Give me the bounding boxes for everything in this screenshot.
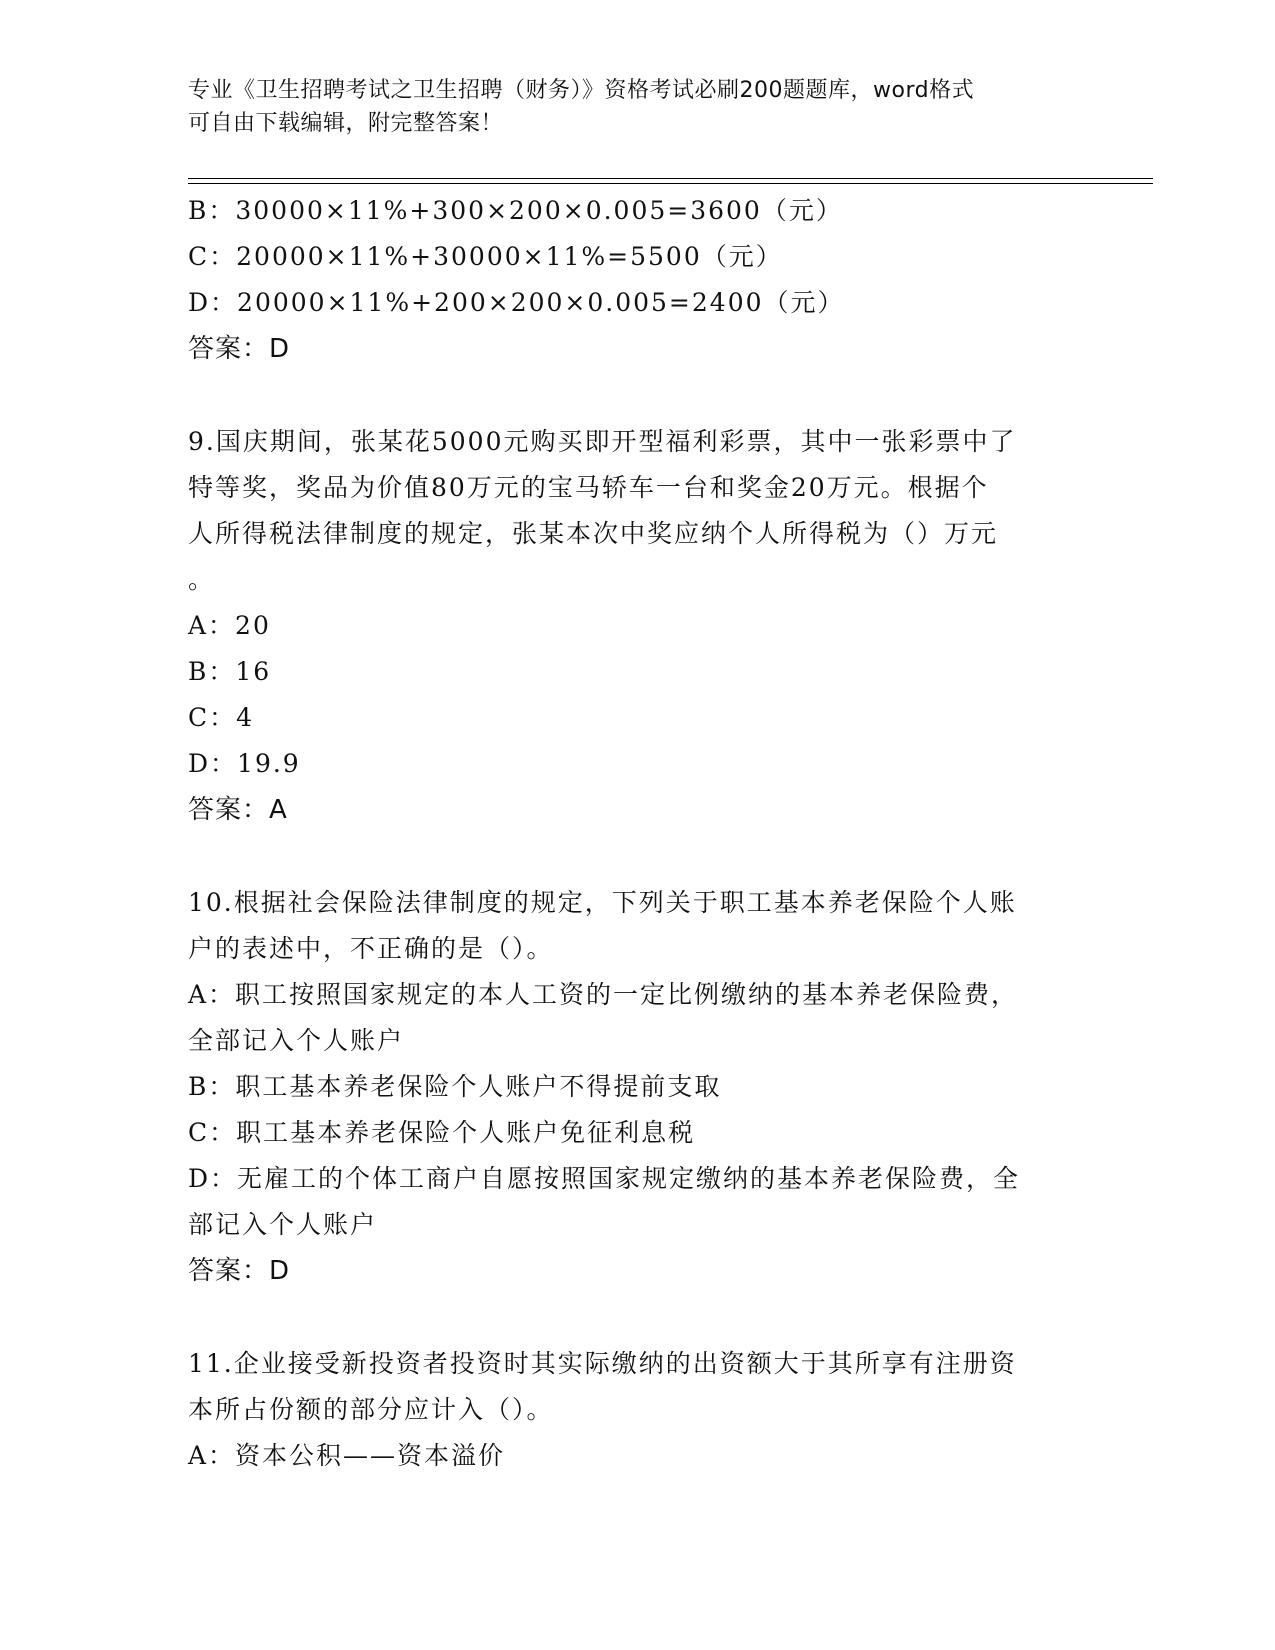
question-stem-line: 9.国庆期间，张某花5000元购买即开型福利彩票，其中一张彩票中了 [188,427,1017,456]
option-a: A：20 [188,611,271,640]
option-c: C：职工基本养老保险个人账户免征利息税 [188,1118,696,1147]
header-divider-bottom [188,183,1153,184]
option-c: C：4 [188,703,255,732]
answer: 答案：D [188,1256,291,1286]
question-9 [188,419,1088,833]
option-d-continued: 部记入个人账户 [188,1210,378,1239]
option-b: B：16 [188,657,272,686]
answer: 答案：D [188,334,291,364]
option-d: D：19.9 [188,749,301,778]
question-stem-line: 。 [188,565,216,594]
option-b: B：职工基本养老保险个人账户不得提前支取 [188,1072,722,1101]
question-11 [188,1341,1088,1479]
question-stem-line: 11.企业接受新投资者投资时其实际缴纳的出资额大于其所享有注册资 [188,1349,1017,1378]
option-b: B：30000×11%+300×200×0.005=3600（元） [188,196,843,225]
document-body [188,188,1088,1479]
header-divider-top [188,178,1153,179]
option-d: D：无雇工的个体工商户自愿按照国家规定缴纳的基本养老保险费，全 [188,1164,1021,1193]
option-d: D：20000×11%+200×200×0.005=2400（元） [188,288,845,317]
question-stem-line: 户的表述中，不正确的是（）。 [188,934,554,963]
question-8 [188,188,1088,372]
option-a: A：资本公积——资本溢价 [188,1441,506,1470]
option-c: C：20000×11%+30000×11%=5500（元） [188,242,783,271]
question-stem-line: 本所占份额的部分应计入（）。 [188,1395,554,1424]
document-header [188,74,1068,140]
header-line-2: 可自由下载编辑，附完整答案！ [188,111,504,136]
header-line-1: 专业《卫生招聘考试之卫生招聘（财务）》资格考试必刷200题题库，word格式 [188,78,975,103]
question-10 [188,880,1088,1294]
option-a-continued: 全部记入个人账户 [188,1026,405,1055]
question-stem-line: 特等奖，奖品为价值80万元的宝马轿车一台和奖金20万元。根据个 [188,473,989,502]
option-a: A：职工按照国家规定的本人工资的一定比例缴纳的基本养老保险费， [188,980,1019,1009]
question-stem-line: 人所得税法律制度的规定，张某本次中奖应纳个人所得税为（）万元 [188,519,999,548]
question-stem-line: 10.根据社会保险法律制度的规定，下列关于职工基本养老保险个人账 [188,888,1017,917]
answer: 答案：A [188,795,288,825]
